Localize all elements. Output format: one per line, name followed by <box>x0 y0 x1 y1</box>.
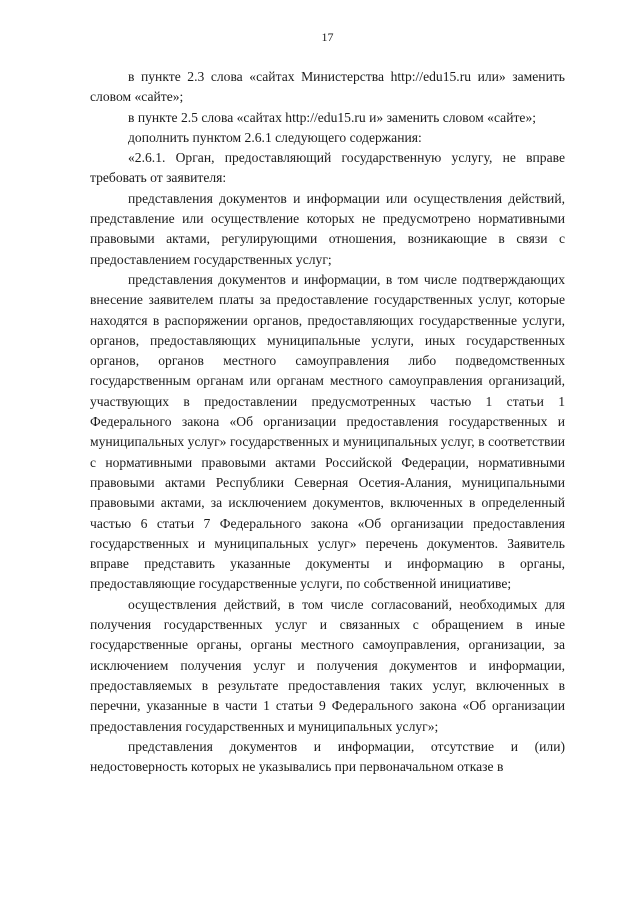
paragraph-item-missing-documents: представления документов и информации, отсутствие и (или) недостоверность которых не указывались при первоначальном отказе в <box>90 738 565 775</box>
paragraph-item-actions: представления документов и информации или осуществления действий, представление или осуществление которых не предусмотрено нормативными правовыми актами, регулирующими отношения, возникающие в связи с предоставлением государственных услуг; <box>90 190 565 267</box>
paragraph-item-approvals: осуществления действий, в том числе согласований, необходимых для получения государственных услуг и связанных с обращением в иные государственные органы, органы местного самоуправления, организации, за исключением получения услуг и получения документов и информации, предоставляемых в результате предоставления таких услуг, включенных в перечни, указанные в части 1 статьи 9 Федерального закона «Об организации предоставления государственных и муниципальных услуг»; <box>90 596 565 734</box>
page-number: 17 <box>321 30 334 44</box>
paragraph-amend-2-5: в пункте 2.5 слова «сайтах http://edu15.ru и» заменить словом «сайте»; <box>128 109 537 125</box>
paragraph-amend-2-3: в пункте 2.3 слова «сайтах Министерства http://edu15.ru или» заменить словом «сайте»; <box>90 69 565 105</box>
paragraph-item-documents: представления документов и информации, в том числе подтверждающих внесение заявителем платы за предоставление государственных услуг, которые находятся в распоряжении органов, предоставляющих государственные услуги, органов, предоставляющих муниципальные услуги, иных государственных органов, органов местного самоуправления либо подведомственных государственным органам или органам местного самоуправления организаций, участвующих в предоставлении предусмотренных частью 1 статьи 1 Федерального закона «Об организации предоставления государственных и муниципальных услуг» государственных и муниципальных услуг, в соответствии с нормативными правовыми актами Российской Федерации, нормативными правовыми актами Республики Северная Осетия-Алания, муниципальными правовыми актами, за исключением документов, включенных в определенный частью 6 статьи 7 Федерального закона «Об организации предоставления государственных и муниципальных услуг» перечень документов. Заявитель вправе представить указанные документы и информацию в органы, предоставляющие государственные услуги, по собственной инициативе; <box>90 271 565 592</box>
paragraph-add-2-6-1: дополнить пунктом 2.6.1 следующего содержания: <box>128 129 422 145</box>
document-page <box>90 30 565 777</box>
paragraph-2-6-1-intro: «2.6.1. Орган, предоставляющий государственную услугу, не вправе требовать от заявителя: <box>90 150 565 186</box>
